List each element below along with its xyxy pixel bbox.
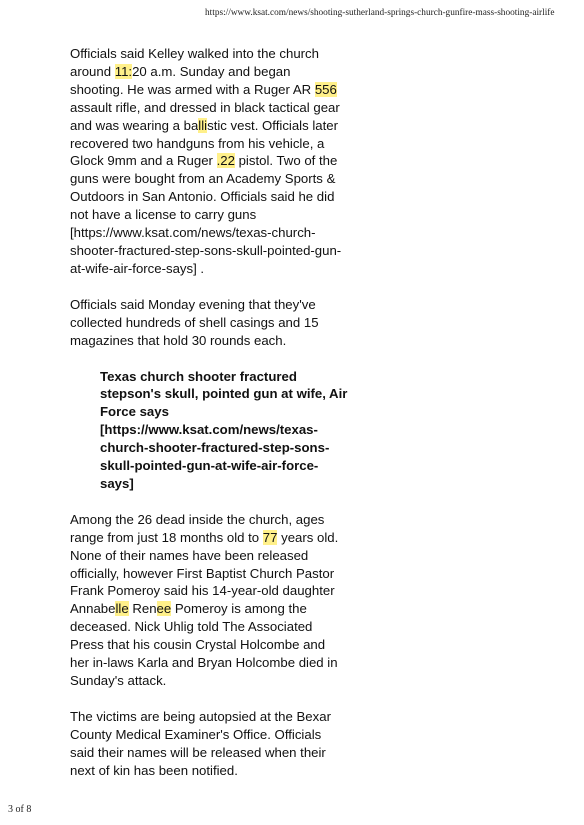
highlight: 77 xyxy=(262,529,278,545)
text-run: pistol. Two of the guns were bought from an Academy Sports & Outdoors in San Antonio. Officials said he did not have a license to carry guns [https://www.ksat.com/news/texas-church-shooter-fractured-step-sons-skull-pointed-gun-at-wife-air-force-says] . xyxy=(70,153,342,276)
text-run: years old. None of their names have been released officially, however First Baptist Church Pastor Frank Pomeroy said his 14-year-old daughter Annabe xyxy=(70,529,339,617)
text-run: Pomeroy is among the deceased. Nick Uhlig told The Associated Press that his cousin Crystal Holcombe and her in-laws Karla and Bryan Holcombe died in Sunday's attack. xyxy=(70,601,338,688)
related-article-link[interactable]: Texas church shooter fractured stepson's skull, pointed gun at wife, Air Force says [https://www.ksat.com/news/texas-church-shooter-fractured-step-sons-skull-pointed-gun-at-wife-air-force-says] xyxy=(100,368,348,491)
highlight: .22 xyxy=(216,153,235,169)
highlight: 556 xyxy=(314,81,337,97)
paragraph-shell-casings: Officials said Monday evening that they've collected hundreds of shell casings and 15 magazines that hold 30 rounds each. xyxy=(70,296,319,348)
highlight: lle xyxy=(115,601,129,617)
paragraph-shooting-details xyxy=(70,45,342,278)
paragraph-autopsy: The victims are being autopsied at the Bexar County Medical Examiner's Office. Officials said their names will be released when their next of kin has been notified. xyxy=(70,708,331,778)
text-run: assault rifle, and dressed in black tactical gear and was wearing a ba xyxy=(70,99,340,133)
page-url: https://www.ksat.com/news/shooting-sutherland-springs-church-gunfire-mass-shooting-airlife xyxy=(205,8,555,18)
highlight: 11: xyxy=(114,63,133,79)
text-run: Officials said Kelley walked into the church around xyxy=(70,46,319,79)
article-body xyxy=(70,45,348,798)
highlight: lli xyxy=(198,117,208,133)
text-run: 20 a.m. Sunday and began shooting. He was armed with a Ruger AR xyxy=(70,63,315,97)
page-number: 3 of 8 xyxy=(8,804,32,815)
text-run: stic vest. Officials later recovered two handguns from his vehicle, a Glock 9mm and a Ruger xyxy=(70,117,339,169)
text-run: Ren xyxy=(128,601,157,617)
highlight: ee xyxy=(156,601,172,617)
paragraph-victims xyxy=(70,511,342,690)
text-run: Among the 26 dead inside the church, ages range from just 18 months old to xyxy=(70,511,325,545)
